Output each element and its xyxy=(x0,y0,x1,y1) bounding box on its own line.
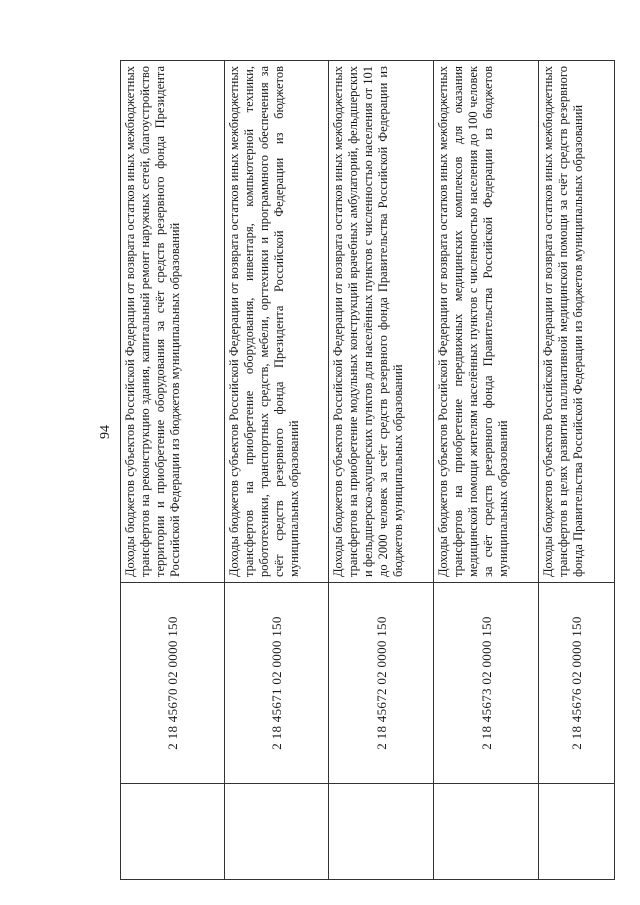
table-row xyxy=(121,61,225,880)
empty-cell xyxy=(329,784,434,880)
empty-cell xyxy=(539,784,615,880)
table-row xyxy=(225,61,329,880)
budget-code: 2 18 45670 02 0000 150 xyxy=(121,583,225,784)
page-number: 94 xyxy=(98,425,113,439)
empty-cell xyxy=(121,784,225,880)
description: Доходы бюджетов субъектов Российской Федерации от возврата остатков иных межбюджетных трансфертов на реконструкцию здания, капитальный ремонт наружных сетей, благоустройство территории и приобретение оборудования за счёт средств резервного фонда Президента Российской Федерации из бюджетов муниципальных образований xyxy=(121,61,225,583)
table-row xyxy=(434,61,539,880)
description: Доходы бюджетов субъектов Российской Федерации от возврата остатков иных межбюджетных трансфертов на приобретение модульных конструкций врачебных амбулаторий, фельдшерских и фельдшерско-акушерских пунктов для населённых пунктов с численностью населения от 101 до 2000 человек за счёт средств резервного фонда Правительства Российской Федерации из бюджетов муниципальных образований xyxy=(329,61,434,583)
empty-cell xyxy=(434,784,539,880)
rotated-page-content xyxy=(120,60,585,880)
budget-code-table xyxy=(120,60,615,880)
description: Доходы бюджетов субъектов Российской Федерации от возврата остатков иных межбюджетных трансфертов на приобретение оборудования, инвентаря, компьютерной техники, робототехники, транспортных средств, мебели, оргтехники и программного обеспечения за счёт средств резервного фонда Президента Российской Федерации из бюджетов муниципальных образований xyxy=(225,61,329,583)
budget-code: 2 18 45671 02 0000 150 xyxy=(225,583,329,784)
budget-code: 2 18 45676 02 0000 150 xyxy=(539,583,615,784)
budget-code: 2 18 45672 02 0000 150 xyxy=(329,583,434,784)
budget-code: 2 18 45673 02 0000 150 xyxy=(434,583,539,784)
description: Доходы бюджетов субъектов Российской Федерации от возврата остатков иных межбюджетных трансфертов в целях развития паллиативной медицинской помощи за счёт средств резервного фонда Правительства Российской Федерации из бюджетов муниципальных образований xyxy=(539,61,615,583)
table-row xyxy=(539,61,615,880)
empty-cell xyxy=(225,784,329,880)
table-row xyxy=(329,61,434,880)
description: Доходы бюджетов субъектов Российской Федерации от возврата остатков иных межбюджетных трансфертов на приобретение передвижных медицинских комплексов для оказания медицинской помощи жителям населённых пунктов с численностью населения до 100 человек за счёт средств резервного фонда Правительства Российской Федерации из бюджетов муниципальных образований xyxy=(434,61,539,583)
